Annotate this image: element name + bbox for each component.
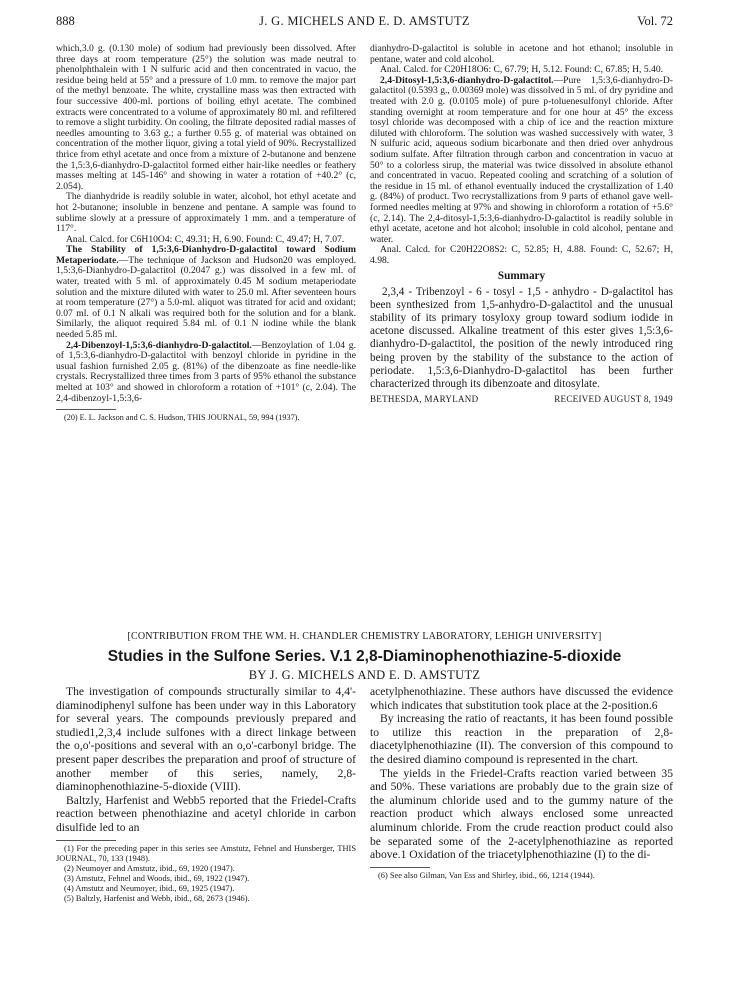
footnote-divider <box>56 409 116 410</box>
summary-heading: Summary <box>497 270 546 283</box>
footnote-divider <box>370 867 430 868</box>
byline: BY J. G. MICHELS AND E. D. AMSTUTZ <box>248 668 481 682</box>
analysis-paragraph: Anal. Calcd. for C20H18O6: C, 67.79; H, 5.12. Found: C, 67.85; H, 5.40. <box>380 64 664 76</box>
paragraph: acetylphenothiazine. These authors have discussed the evidence which indicates that substitution took place at the 2-position.6 <box>370 685 673 712</box>
header-authors: J. G. MICHELS AND E. D. AMSTUTZ <box>259 14 470 28</box>
analysis-paragraph: Anal. Calcd. for C6H10O4: C, 49.31; H, 6.90. Found: C, 49.47; H, 7.07. <box>66 233 345 245</box>
article-title: Studies in the Sulfone Series. V.1 2,8-Diaminophenothiazine-5-dioxide <box>107 648 622 665</box>
paragraph: which,3.0 g. (0.130 mole) of sodium had previously been dissolved. After three days at room temperature (25°) the solution was made neutral to phenolphthalein with 1 N sulfuric acid and then concentrated in vacuo, the residue being held at 55° and a pressure of 1.0 mm. to remove the major part of the methyl benzoate. The white, crystalline mass was then extracted with four successive 400-ml. portions of boiling ethyl acetate. The combined extracts were concentrated to a volume of approximately 80 ml. and refiltered to remove a slight turbidity. On cooling, the filtrate deposited radial masses of needles amounting to 3.63 g.; a further 0.55 g. of material was obtained on concentration of the mother liquor, giving a total yield of 90%. Recrystallized thrice from ethyl acetate and once from a mixture of 2-butanone and benzene the 1,5:3,6-dianhydro-D-galactitol formed either hair-like needles or feathery masses melting at 145-146° and showing in water a rotation of +40.2° (c, 2.054). <box>56 43 356 192</box>
footnote: (1) For the preceding paper in this series see Amstutz, Fehnel and Hunsberger, THIS JOURNAL, 70, 133 (1948). <box>56 843 356 863</box>
lower-right-column <box>370 685 673 881</box>
paragraph: Baltzly, Harfenist and Webb5 reported that the Friedel-Crafts reaction between phenothiazine and acetyl chloride in carbon disulfide led to an <box>56 793 356 834</box>
paragraph-text: —Benzoylation of 1.04 g. of 1,5:3,6-dianhydro-D-galactitol with benzoyl chloride in pyridine in the usual fashion furnished 2.05 g. (81%) of the dibenzoate as fine needle-like crystals. Recrystallized three times from 3 parts of 95% ethanol the substance melted at 103° and showed in chloroform a rotation of +101° (c, 2.04). The 2,4-dibenzoyl-1,5:3,6- <box>56 339 356 404</box>
section-run-in-heading: 2,4-Dibenzoyl-1,5:3,6-dianhydro-D-galactitol. <box>66 339 252 351</box>
section-run-in-heading: 2,4-Ditosyl-1,5:3,6-dianhydro-D-galactitol. <box>380 74 554 86</box>
contribution-line: [CONTRIBUTION FROM THE WM. H. CHANDLER CHEMISTRY LABORATORY, LEHIGH UNIVERSITY] <box>127 631 602 642</box>
upper-left-column <box>56 44 356 423</box>
paragraph <box>370 76 673 246</box>
paragraph <box>56 245 356 340</box>
footnote: (20) E. L. Jackson and C. S. Hudson, THIS JOURNAL, 59, 994 (1937). <box>64 413 300 423</box>
signature-line <box>370 394 673 405</box>
paragraph: The dianhydride is readily soluble in water, alcohol, hot ethyl acetate and hot 2-butanone; insoluble in benzene and pentane. A sample was found to sublime slowly at a pressure of approximately 1 mm. and a temperature of 117°. <box>56 191 356 235</box>
page-number: 888 <box>56 14 75 28</box>
footnote-divider <box>56 840 116 841</box>
footnote: (3) Amstutz, Fehnel and Woods, ibid., 69, 1922 (1947). <box>64 873 250 883</box>
footnote: (2) Neumoyer and Amstutz, ibid., 69, 1920 (1947). <box>64 863 235 873</box>
paragraph: The yields in the Friedel-Crafts reaction varied between 35 and 50%. These variations are probably due to the grain size of the aluminum chloride used and to the gummy nature of the reaction product which always enclosed some unreacted aluminum chloride. From the crude reaction product could also be separated some of the 2-acetylphenothiazine as reported above.1 Oxidation of the triacetylphenothiazine (I) to the di- <box>370 766 673 862</box>
lower-left-column <box>56 685 356 904</box>
paragraph: By increasing the ratio of reactants, it has been found possible to utilize this reaction in the preparation of 2,8-diacetylphenothiazine (II). The conversion of this compound to the desired diamino compound is represented in the chart. <box>370 712 673 766</box>
paragraph-text: —The technique of Jackson and Hudson20 was employed. 1,5:3,6-Dianhydro-D-galactitol (0.2047 g.) was dissolved in a few ml. of water, treated with 5 ml. of approximately 0.45 M sodium metaperiodate solution and the mixture diluted with water to 25.0 ml. After seventeen hours at room temperature (27°) a 5.0-ml. aliquot was titrated for acid and oxidant; 0.07 ml. of 0.1 N alkali was required both for the solution and for a blank. Similarly, the aliquot required 5.84 ml. of 0.1 N iodine while the blank needed 5.85 ml. <box>56 254 356 341</box>
paragraph <box>56 341 356 405</box>
section-run-in-heading: The Stability of 1,5:3,6-Dianhydro-D-galactitol toward Sodium Metaperiodate. <box>56 244 356 266</box>
paragraph: The investigation of compounds structurally similar to 4,4'-diaminodiphenyl sulfone has been under way in this Laboratory for several years. The compounds previously prepared and studied1,2,3,4 include sulfones with a direct linkage between the o,o'-positions and several with an o,o'-carbonyl bridge. The present paper describes the preparation and proof of structure of another member of this series, namely, 2,8-diaminophenothiazine-5-dioxide (VIII). <box>56 685 356 794</box>
running-header <box>56 14 673 30</box>
summary-text: 2,3,4 - Tribenzoyl - 6 - tosyl - 1,5 - anhydro - D-galactitol has been synthesized from 1,5-anhydro-D-galactitol and the unusual stability of its primary tosyloxy group toward sodium iodide in acetone discussed. Alkaline treatment of this ester gives 1,5:3,6-dianhydro-D-galactitol, the position of the newly introduced ring being proven by the stability of the substance to the action of periodate. 1,5:3,6-Dianhydro-D-galactitol has been further characterized through its dibenzoate and ditosylate. <box>370 286 673 390</box>
analysis-paragraph: Anal. Calcd. for C20H22O8S2: C, 52.85; H, 4.88. Found: C, 52.67; H, 4.98. <box>370 244 673 266</box>
volume-label: Vol. 72 <box>637 14 673 28</box>
footnote: (6) See also Gilman, Van Ess and Shirley, ibid., 66, 1214 (1944). <box>378 870 595 880</box>
received-date: RECEIVED AUGUST 8, 1949 <box>554 393 673 404</box>
place: BETHESDA, MARYLAND <box>370 393 479 404</box>
upper-right-column <box>370 44 673 404</box>
paragraph-text: —Pure 1,5:3,6-dianhydro-D-galactitol (0.5393 g., 0.00369 mole) was dissolved in 5 ml. of dry pyridine and treated with 2.0 g. (0.0105 mole) of pure p-toluenesulfonyl chloride. After standing overnight at room temperature and for one hour at 45° the excess tosyl chloride was decomposed with a chip of ice and the reaction mixture diluted with chloroform. The solution was washed successively with water, 3 N sulfuric acid, aqueous sodium bicarbonate and then dried over anhydrous sodium sulfate. After filtration through carbon and concentration in vacuo at 50° to a colorless sirup, the material was twice dissolved in absolute ethanol and concentrated in vacuo. Repeated cooling and scratching of a solution of the residue in 15 ml. of ethanol eventually induced the crystallization of 1.40 g. (84%) of product. Two recrystallizations from 9 parts of ethanol gave well-formed needles melting at 97% and showing in chloroform a rotation of +5.6° (c, 2.14). The 2,4-ditosyl-1,5:3,6-dianhydro-D-galactitol is readily soluble in ethyl acetate, acetone and hot alcohol; insoluble in cold alcohol, pentane and water. <box>370 74 673 245</box>
footnote: (5) Baltzly, Harfenist and Webb, ibid., 68, 2673 (1946). <box>64 893 250 903</box>
footnote: (4) Amstutz and Neumoyer, ibid., 69, 1925 (1947). <box>64 883 235 893</box>
paragraph: dianhydro-D-galactitol is soluble in acetone and hot ethanol; insoluble in pentane, water and cold alcohol. <box>370 43 673 65</box>
